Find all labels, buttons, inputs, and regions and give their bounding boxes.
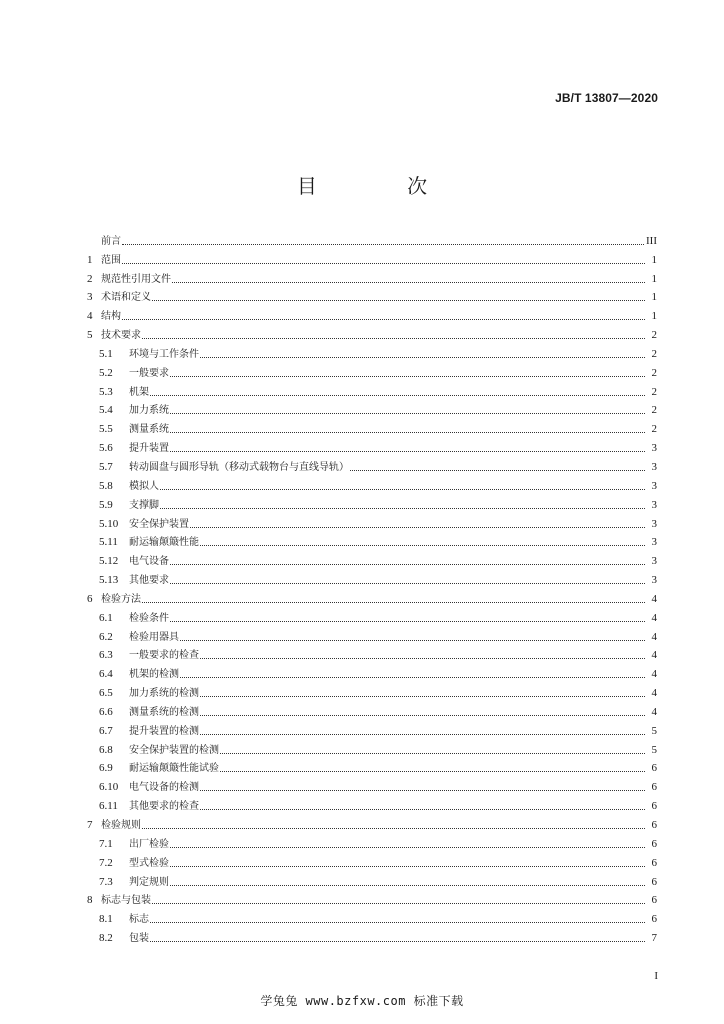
toc-leader-dots	[170, 450, 645, 452]
toc-leader-dots	[170, 431, 645, 433]
toc-entry-number: 7.2	[99, 856, 113, 869]
toc-entry-page: 6	[651, 800, 657, 813]
toc-entry-number: 5.2	[99, 366, 113, 379]
toc-entry-number: 5.6	[99, 442, 113, 455]
toc-entry[interactable]	[87, 775, 657, 794]
toc-entry-page: 6	[651, 894, 657, 907]
toc-entry[interactable]	[87, 606, 657, 625]
toc-entry[interactable]	[87, 832, 657, 851]
toc-entry[interactable]	[87, 889, 657, 908]
toc-entry[interactable]	[87, 870, 657, 889]
toc-entry-number: 6.4	[99, 668, 113, 681]
toc-entry-number: 5.3	[99, 385, 113, 398]
toc-entry-number: 5.13	[99, 574, 119, 587]
toc-title: 目 次	[296, 174, 470, 198]
toc-entry-number: 8.2	[99, 932, 113, 945]
toc-leader-dots	[180, 639, 645, 641]
toc-entry[interactable]	[87, 926, 657, 945]
toc-entry[interactable]	[87, 512, 657, 531]
toc-entry-label: 耐运输颠簸性能试验	[129, 763, 219, 775]
toc-entry-page: 2	[651, 329, 657, 342]
toc-entry[interactable]	[87, 455, 657, 474]
toc-leader-dots	[170, 563, 645, 565]
toc-entry-label: 安全保护装置	[129, 518, 189, 530]
toc-entry[interactable]	[87, 361, 657, 380]
toc-entry-page: 2	[651, 423, 657, 436]
toc-leader-dots	[122, 318, 645, 320]
table-of-contents	[87, 229, 657, 945]
toc-entry-page: 3	[651, 479, 657, 492]
toc-entry-page: 1	[651, 253, 657, 266]
toc-leader-dots	[220, 770, 645, 772]
toc-entry-label: 检验规则	[101, 820, 141, 831]
toc-entry-label: 测量系统的检测	[129, 706, 199, 718]
toc-entry[interactable]	[87, 493, 657, 512]
toc-entry[interactable]	[87, 549, 657, 568]
toc-entry[interactable]	[87, 662, 657, 681]
toc-entry-label: 包装	[129, 933, 149, 945]
toc-leader-dots	[150, 921, 645, 923]
toc-entry-label: 提升装置	[129, 443, 169, 455]
toc-entry-number: 6.10	[99, 781, 119, 794]
toc-entry-label: 其他要求的检查	[129, 801, 199, 813]
toc-entry-label: 检验条件	[129, 612, 169, 624]
toc-entry-page: 7	[651, 932, 657, 945]
toc-entry-label: 其他要求	[129, 575, 169, 587]
toc-entry-number: 6.3	[99, 649, 113, 662]
toc-entry-label: 规范性引用文件	[101, 273, 171, 285]
toc-entry-label: 耐运输颠簸性能	[129, 537, 199, 549]
toc-leader-dots	[220, 752, 645, 754]
toc-entry-page: 4	[651, 592, 657, 605]
toc-leader-dots	[142, 601, 645, 603]
toc-entry[interactable]	[87, 644, 657, 663]
toc-leader-dots	[350, 469, 645, 471]
toc-entry-number: 6	[87, 592, 93, 605]
toc-entry[interactable]	[87, 587, 657, 606]
toc-leader-dots	[200, 544, 645, 546]
toc-entry-label: 标志	[129, 914, 149, 926]
toc-entry[interactable]	[87, 474, 657, 493]
toc-entry-number: 5.10	[99, 517, 119, 530]
toc-leader-dots	[160, 488, 645, 490]
toc-entry-label: 转动圆盘与圆形导轨（移动式载物台与直线导轨）	[129, 461, 349, 473]
toc-entry-label: 机架的检测	[129, 669, 179, 681]
toc-entry-page: 3	[651, 517, 657, 530]
toc-entry-page: 1	[651, 310, 657, 323]
toc-entry-page: 4	[651, 705, 657, 718]
toc-entry-label: 安全保护装置的检测	[129, 744, 219, 756]
toc-entry[interactable]	[87, 813, 657, 832]
toc-entry[interactable]	[87, 719, 657, 738]
toc-entry-number: 7	[87, 819, 93, 831]
toc-entry-number: 5.8	[99, 479, 113, 492]
toc-leader-dots	[122, 243, 644, 245]
toc-entry-number: 6.7	[99, 724, 113, 737]
toc-entry[interactable]	[87, 267, 657, 286]
toc-leader-dots	[200, 356, 645, 358]
toc-entry-number: 6.8	[99, 743, 113, 756]
toc-entry[interactable]	[87, 417, 657, 436]
toc-leader-dots	[152, 902, 645, 904]
toc-entry-page: 3	[651, 460, 657, 473]
toc-entry-number: 4	[87, 310, 93, 323]
toc-leader-dots	[200, 714, 645, 716]
toc-entry-number: 5.11	[99, 536, 118, 549]
toc-entry[interactable]	[87, 625, 657, 644]
toc-entry-label: 判定规则	[129, 876, 169, 888]
toc-entry-number: 5.5	[99, 423, 113, 436]
toc-leader-dots	[160, 507, 645, 509]
toc-entry[interactable]	[87, 531, 657, 550]
toc-entry-label: 电气设备	[129, 556, 169, 568]
toc-leader-dots	[170, 884, 645, 886]
toc-leader-dots	[170, 375, 645, 377]
toc-entry[interactable]	[87, 436, 657, 455]
toc-leader-dots	[200, 657, 645, 659]
toc-entry-number: 6.1	[99, 611, 113, 624]
toc-leader-dots	[152, 299, 645, 301]
toc-leader-dots	[142, 337, 645, 339]
toc-leader-dots	[122, 262, 645, 264]
toc-entry[interactable]	[87, 907, 657, 926]
toc-entry-page: 5	[651, 724, 657, 737]
toc-entry-number: 7.1	[99, 837, 113, 850]
toc-entry-page: 4	[651, 668, 657, 681]
toc-entry-page: 6	[651, 837, 657, 850]
page-number: I	[654, 970, 658, 982]
toc-entry-page: 1	[651, 272, 657, 285]
toc-entry-label: 加力系统	[129, 405, 169, 417]
toc-entry-label: 电气设备的检测	[129, 782, 199, 794]
toc-entry-page: 4	[651, 630, 657, 643]
toc-entry[interactable]	[87, 304, 657, 323]
toc-entry-label: 模拟人	[129, 480, 159, 492]
toc-entry-label: 前言	[101, 235, 121, 247]
toc-entry-label: 环境与工作条件	[129, 348, 199, 360]
toc-entry-number: 6.2	[99, 630, 113, 643]
toc-entry-page: 2	[651, 385, 657, 398]
toc-entry-label: 技术要求	[101, 330, 141, 342]
toc-entry-label: 机架	[129, 386, 149, 398]
toc-entry-page: 3	[651, 498, 657, 511]
toc-entry[interactable]	[87, 342, 657, 361]
toc-entry-page: 4	[651, 611, 657, 624]
toc-entry[interactable]	[87, 700, 657, 719]
toc-leader-dots	[200, 695, 645, 697]
toc-entry-page: 6	[651, 819, 657, 831]
toc-leader-dots	[150, 394, 645, 396]
toc-entry[interactable]	[87, 738, 657, 757]
toc-entry[interactable]	[87, 248, 657, 267]
toc-entry-number: 5.7	[99, 460, 113, 473]
toc-entry-page: 4	[651, 687, 657, 700]
toc-leader-dots	[170, 620, 645, 622]
toc-entry-page: III	[646, 234, 657, 247]
footer-watermark-text: 学兔兔 www.bzfxw.com 标准下载	[260, 994, 464, 1008]
toc-leader-dots	[200, 789, 645, 791]
toc-entry-page: 2	[651, 366, 657, 379]
toc-entry[interactable]	[87, 229, 657, 248]
toc-entry-number: 5.9	[99, 498, 113, 511]
toc-entry-label: 术语和定义	[101, 292, 151, 304]
toc-entry-label: 一般要求	[129, 367, 169, 379]
toc-entry-number: 6.6	[99, 705, 113, 718]
toc-entry-page: 4	[651, 649, 657, 662]
toc-entry-label: 型式检验	[129, 857, 169, 869]
toc-entry-number: 6.5	[99, 687, 113, 700]
toc-entry-page: 2	[651, 404, 657, 417]
toc-entry-page: 5	[651, 743, 657, 756]
toc-leader-dots	[200, 733, 645, 735]
document-code: JB/T 13807—2020	[555, 91, 658, 105]
toc-entry-number: 1	[87, 253, 93, 266]
toc-entry-number: 6.11	[99, 800, 118, 813]
toc-entry-label: 结构	[101, 311, 121, 323]
toc-entry-page: 6	[651, 781, 657, 794]
toc-entry-label: 检验用器具	[129, 631, 179, 643]
toc-entry[interactable]	[87, 323, 657, 342]
toc-entry-label: 检验方法	[101, 593, 141, 605]
toc-leader-dots	[200, 808, 645, 810]
toc-entry[interactable]	[87, 851, 657, 870]
toc-entry[interactable]	[87, 380, 657, 399]
toc-leader-dots	[190, 526, 645, 528]
toc-entry-number: 7.3	[99, 875, 113, 888]
toc-entry-page: 6	[651, 913, 657, 926]
toc-leader-dots	[172, 281, 645, 283]
toc-entry-label: 范围	[101, 254, 121, 266]
toc-entry-number: 5.12	[99, 555, 119, 568]
toc-entry-page: 3	[651, 536, 657, 549]
toc-entry-page: 2	[651, 347, 657, 360]
toc-entry-page: 6	[651, 875, 657, 888]
toc-leader-dots	[170, 582, 645, 584]
toc-entry-label: 加力系统的检测	[129, 688, 199, 700]
toc-leader-dots	[170, 412, 645, 414]
toc-entry-number: 2	[87, 272, 93, 285]
toc-entry-label: 一般要求的检查	[129, 650, 199, 662]
toc-entry[interactable]	[87, 681, 657, 700]
toc-entry[interactable]	[87, 757, 657, 776]
toc-leader-dots	[142, 827, 645, 829]
toc-entry-number: 8.1	[99, 913, 113, 926]
toc-entry-number: 8	[87, 894, 93, 907]
toc-entry-page: 6	[651, 762, 657, 775]
toc-entry-page: 3	[651, 555, 657, 568]
toc-entry-number: 5	[87, 329, 93, 342]
toc-entry-page: 1	[651, 291, 657, 304]
toc-leader-dots	[170, 846, 645, 848]
toc-entry-number: 5.1	[99, 347, 113, 360]
toc-entry-page: 3	[651, 574, 657, 587]
toc-entry-number: 6.9	[99, 762, 113, 775]
toc-entry-number: 3	[87, 291, 93, 304]
toc-leader-dots	[180, 676, 645, 678]
toc-entry-label: 支撑脚	[129, 499, 159, 511]
toc-entry[interactable]	[87, 568, 657, 587]
toc-entry-label: 出厂检验	[129, 838, 169, 850]
toc-leader-dots	[150, 940, 645, 942]
toc-entry[interactable]	[87, 286, 657, 305]
toc-entry-number: 5.4	[99, 404, 113, 417]
toc-entry-label: 标志与包装	[101, 895, 151, 907]
toc-entry[interactable]	[87, 399, 657, 418]
toc-entry-label: 提升装置的检测	[129, 725, 199, 737]
toc-entry-label: 测量系统	[129, 424, 169, 436]
toc-entry-page: 3	[651, 442, 657, 455]
toc-leader-dots	[170, 865, 645, 867]
toc-entry-page: 6	[651, 856, 657, 869]
toc-entry[interactable]	[87, 794, 657, 813]
